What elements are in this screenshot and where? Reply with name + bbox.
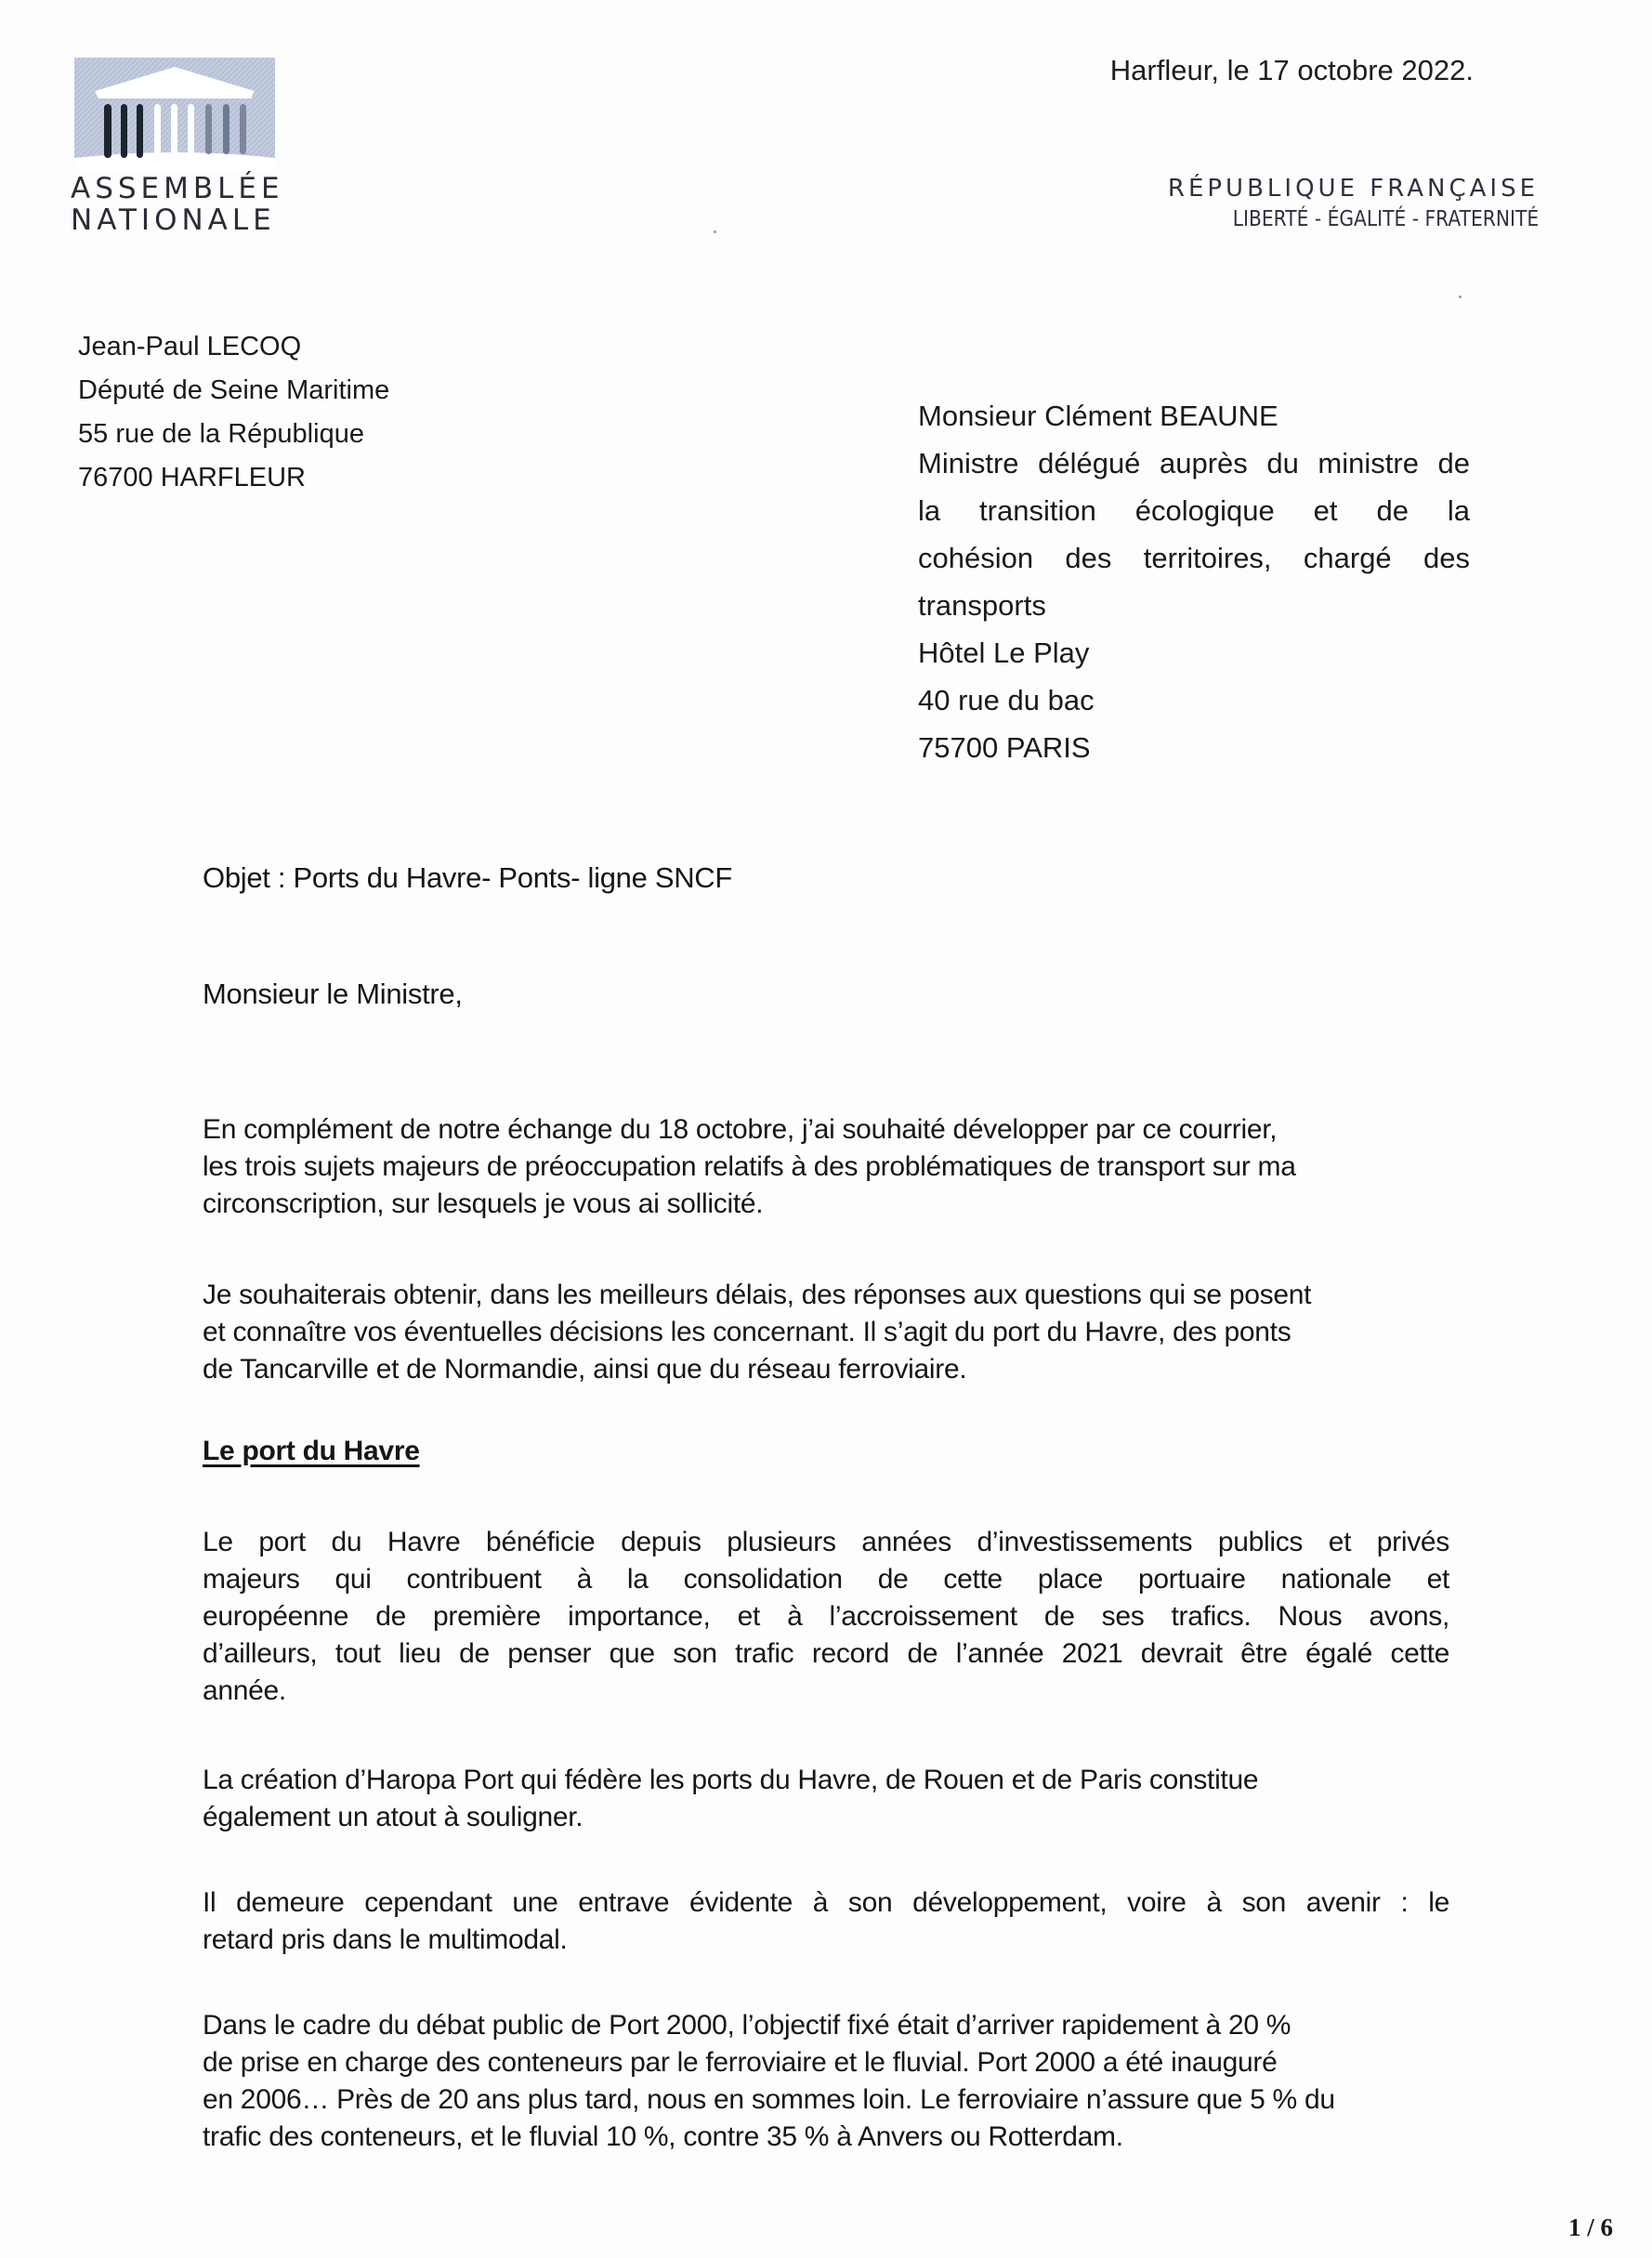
republic-title: RÉPUBLIQUE FRANÇAISE bbox=[1167, 175, 1539, 203]
recipient-name: Monsieur Clément BEAUNE bbox=[918, 400, 1278, 432]
sender-title: Député de Seine Maritime bbox=[78, 375, 390, 405]
scan-speck bbox=[1459, 295, 1462, 298]
recipient-address-block bbox=[918, 392, 1470, 771]
scan-speck bbox=[714, 230, 716, 233]
paragraph-line: Dans le cadre du débat public de Port 2000, l’objectif fixé était d’arriver rapidement à 20 % bbox=[203, 2010, 1291, 2041]
recipient-title-line: la transition écologique et de la bbox=[918, 494, 1470, 527]
paragraph-line: Il demeure cependant une entrave évidente à son développement, voire à son avenir : le bbox=[203, 1887, 1449, 1918]
recipient-city: 75700 PARIS bbox=[918, 731, 1091, 764]
paragraph-line: en 2006… Près de 20 ans plus tard, nous en sommes loin. Le ferroviaire n’assure que 5 % du bbox=[203, 2084, 1335, 2115]
sender-address-block bbox=[78, 325, 389, 500]
paragraph-line: de Tancarville et de Normandie, ainsi que du réseau ferroviaire. bbox=[203, 1354, 967, 1385]
salutation: Monsieur le Ministre, bbox=[203, 978, 463, 1010]
paragraph-obstacle bbox=[203, 1884, 1449, 1959]
paragraph-line: Le port du Havre bénéficie depuis plusieurs années d’investissements publics et privés bbox=[203, 1527, 1449, 1557]
paragraph-line: année. bbox=[203, 1675, 286, 1706]
paragraph-line: retard pris dans le multimodal. bbox=[203, 1924, 568, 1955]
sender-name: Jean-Paul LECOQ bbox=[78, 332, 302, 361]
sender-street: 55 rue de la République bbox=[78, 419, 364, 449]
institution-line-2: NATIONALE bbox=[71, 203, 276, 237]
paragraph-request bbox=[203, 1277, 1457, 1388]
section-heading: Le port du Havre bbox=[203, 1436, 420, 1466]
paragraph-haropa bbox=[203, 1762, 1457, 1836]
date-line: Harfleur, le 17 octobre 2022. bbox=[1109, 54, 1474, 86]
paragraph-line: également un atout à souligner. bbox=[203, 1802, 583, 1832]
paragraph-line: Je souhaiterais obtenir, dans les meilleurs délais, des réponses aux questions qui se posent bbox=[203, 1280, 1312, 1310]
paragraph-line: majeurs qui contribuent à la consolidation de cette place portuaire nationale et bbox=[203, 1564, 1449, 1595]
paragraph-line: circonscription, sur lesquels je vous ai sollicité. bbox=[203, 1188, 764, 1219]
paragraph-line: d’ailleurs, tout lieu de penser que son trafic record de l’année 2021 devrait être égalé cette bbox=[203, 1638, 1449, 1669]
institution-name bbox=[71, 173, 284, 236]
paragraph-line: de prise en charge des conteneurs par le ferroviaire et le fluvial. Port 2000 a été inauguré bbox=[203, 2047, 1278, 2078]
recipient-title-line: transports bbox=[918, 589, 1046, 622]
paragraph-intro bbox=[203, 1111, 1457, 1223]
paragraph-line: européenne de première importance, et à l’accroissement de ses trafics. Nous avons, bbox=[203, 1601, 1449, 1632]
colonnade-icon bbox=[74, 58, 275, 171]
recipient-building: Hôtel Le Play bbox=[918, 637, 1090, 669]
page-number: 1 / 6 bbox=[1567, 2213, 1613, 2241]
recipient-street: 40 rue du bac bbox=[918, 684, 1095, 716]
institution-line-1: ASSEMBLÉE bbox=[71, 172, 284, 205]
paragraph-line: La création d’Haropa Port qui fédère les ports du Havre, de Rouen et de Paris constitue bbox=[203, 1765, 1259, 1795]
paragraph-line: En complément de notre échange du 18 octobre, j’ai souhaité développer par ce courrier, bbox=[203, 1114, 1278, 1145]
sender-city: 76700 HARFLEUR bbox=[78, 463, 306, 492]
assemblee-nationale-logo bbox=[74, 58, 275, 171]
paragraph-line: trafic des conteneurs, et le fluvial 10 %, contre 35 % à Anvers ou Rotterdam. bbox=[203, 2121, 1123, 2152]
republic-header bbox=[1168, 173, 1539, 234]
paragraph-line: les trois sujets majeurs de préoccupation relatifs à des problématiques de transport sur ma bbox=[203, 1151, 1296, 1182]
republic-motto: LIBERTÉ - ÉGALITÉ - FRATERNITÉ bbox=[1232, 207, 1539, 231]
paragraph-port-2000 bbox=[203, 2007, 1457, 2156]
recipient-title-line: cohésion des territoires, chargé des bbox=[918, 542, 1470, 574]
subject-line: Objet : Ports du Havre- Ponts- ligne SNCF bbox=[203, 861, 733, 894]
recipient-title-line: Ministre délégué auprès du ministre de bbox=[918, 447, 1470, 479]
paragraph-port-investments bbox=[203, 1524, 1449, 1710]
paragraph-line: et connaître vos éventuelles décisions les concernant. Il s’agit du port du Havre, des ponts bbox=[203, 1317, 1291, 1347]
